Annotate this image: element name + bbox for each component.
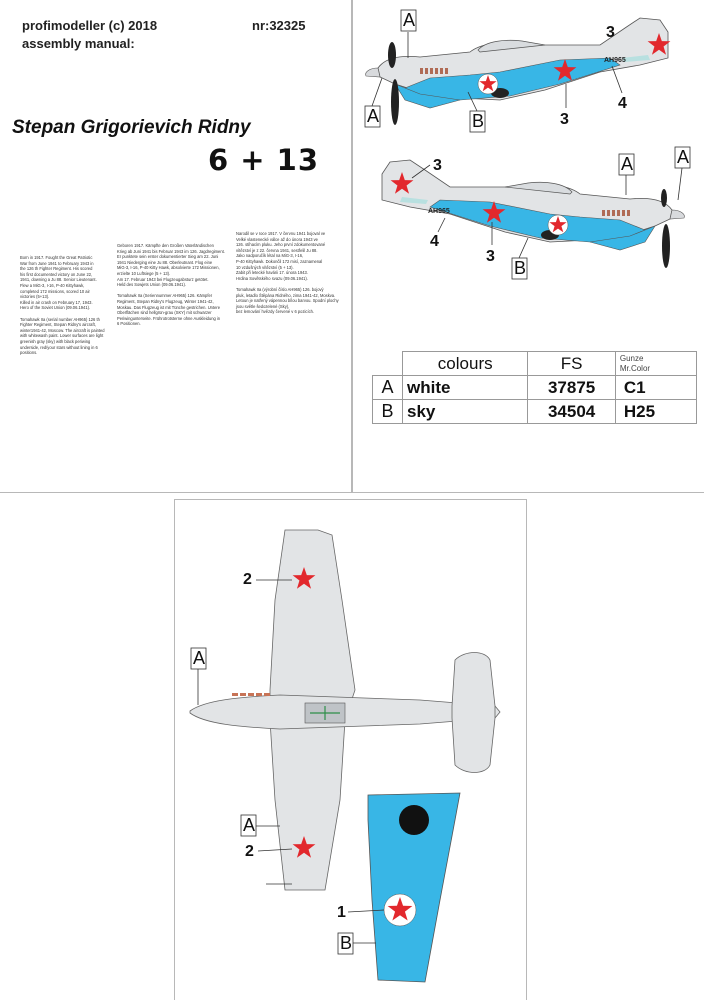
pilot-name: Stepan Grigorievich Ridny [12, 117, 251, 138]
publisher-label: profimodeller (c) 2018 [22, 18, 158, 33]
lower-wing [368, 793, 460, 982]
propeller-blade-bottom [662, 224, 670, 268]
callout-A: A [243, 815, 256, 835]
top-planform [190, 530, 500, 890]
callout-A-leader [678, 168, 682, 200]
callout-3: 3 [433, 157, 442, 174]
callout-A: A [367, 106, 380, 126]
propeller-blade-bottom [391, 79, 399, 125]
callout-4: 4 [430, 233, 439, 250]
spinner [366, 68, 380, 77]
callout-3: 3 [560, 111, 569, 128]
serial-label: AH965 [604, 57, 626, 64]
callout-3: 3 [486, 248, 495, 265]
callout-4-leader [612, 66, 622, 93]
black-disc [399, 805, 429, 835]
callout-4: 4 [618, 95, 627, 112]
gunze-header-line1: Gunze [619, 353, 644, 363]
callout-A: A [621, 154, 634, 174]
callout-B: B [514, 258, 527, 278]
callout-B-leader [519, 238, 528, 258]
colour-name: white [403, 376, 528, 400]
colours-header: colours [403, 352, 528, 376]
callout-A: A [677, 147, 690, 167]
callout-B: B [472, 111, 485, 131]
callout-A-leader [372, 78, 382, 106]
callout-2: 2 [243, 571, 252, 588]
bio-german: Geboren 1917. Kämpfte den Großen Vaterländischen Krieg ab Juni 1941 bis Februar 1943 im 126. Jagdregiment. Er punktete sein erster dokumentierter Sieg am 22. Juni 1941 Niederging eine Ju 88. Oberleutnant. Flog eine MiG-3, I-16, P-40 Kitty Hawk, absolvierte 172 Missionen, erzielte 10 Luftsiege (5 + 13). Am 17. Februar 1943 bei Flugzeugabsturz getötet. Held des Sowjets Union (09.06.1941). Tomahawk IIa (Seriennummer AH965) 126. Kämpfer Regiment, Stepan Ridny's Flugzeug, Winter 1941-42, Moskau. Das Flugzeug ist mit Tünche gestrichen. Untere Oberflächen sind hellgrün-grau (SKY) mit schwarzer Periwingunterseite. Frührotrotsterne ohne Auskleidung in 6 Positionen. [117, 243, 225, 327]
planform-exhausts [232, 693, 270, 696]
callout-B: B [340, 933, 353, 953]
spinner [670, 210, 684, 219]
callout-2: 2 [245, 843, 254, 860]
manual-title: assembly manual: [22, 36, 135, 51]
callout-4-leader [438, 218, 445, 232]
propeller-blade-top [388, 42, 396, 68]
callout-A: A [403, 10, 416, 30]
aircraft-code: 6 + 13 [208, 143, 320, 177]
colour-key: A [373, 376, 403, 400]
callout-1: 1 [337, 904, 346, 921]
propeller-blade-top [661, 189, 667, 207]
fs-header: FS [528, 352, 615, 376]
bio-czech: Narodil se v roce 1917. V červnu 1941 bojoval ve Velké vlastenecké válce až do února 1943 ve 126. stíhacím pluku. Jeho první zdokumentované vítězství je z 22. června 1941, sestřelil Ju 88. Jako nadporučík létal na MiG-3, I-16, P-40 Kittyhawk. Dokončil 172 misí, zaznamenal 10 vzdušných vítězství (5 + 13). Zabit při letecké havárii 17. února 1943. Hrdina Sovětského svazu (09.06.1941). Tomahawk IIa (výrobní číslo AH965) 126. bojový pluk, letadlo Štěpána Ridného, zima 1941-42, Moskva. Letoun je natřený vápennou bílou barvou. Spodní plochy jsou světle šedozelené (Sky), bez lemování hvězdy červené v 6 pozicích. [236, 231, 339, 315]
callout-3: 3 [606, 24, 615, 41]
colour-gunze: H25 [615, 400, 696, 424]
tailplane [452, 653, 495, 773]
bio-english: Born in 1917. Fought the Great Patriotic War from June 1941 to February 1943 in the 126 th Fighter Regiment. His scored his first documented victory on June 22, 1941, downing a Ju 88. Senior Lieutenant. Flew a MiG-3, I-16, P-40 Kittyhawk, completed 172 missions, scored 10 air victories (5+13). Killed in air crash on February 17, 1943. Hero of the Soviet Union (09.06.1941). Tomahawk IIa (serial number AH965) 126 th Fighter Regiment, Stepan Ridny's aircraft, winter1941-42, Moscow. The aircraft is painted with whitewash paint. Lower surfaces are light greenish gray (sky) with black periwing underside, red/your stars without lining in 6 positions. [20, 255, 105, 356]
colour-name: sky [403, 400, 528, 424]
colour-fs: 34504 [528, 400, 615, 424]
colour-key: B [373, 400, 403, 424]
catalog-number: nr:32325 [252, 18, 306, 33]
serial-label: AH965 [428, 208, 450, 215]
gunze-header-line2: Mr.Color [619, 363, 651, 373]
colour-fs: 37875 [528, 376, 615, 400]
callout-A: A [193, 648, 206, 668]
colour-gunze: C1 [615, 376, 696, 400]
